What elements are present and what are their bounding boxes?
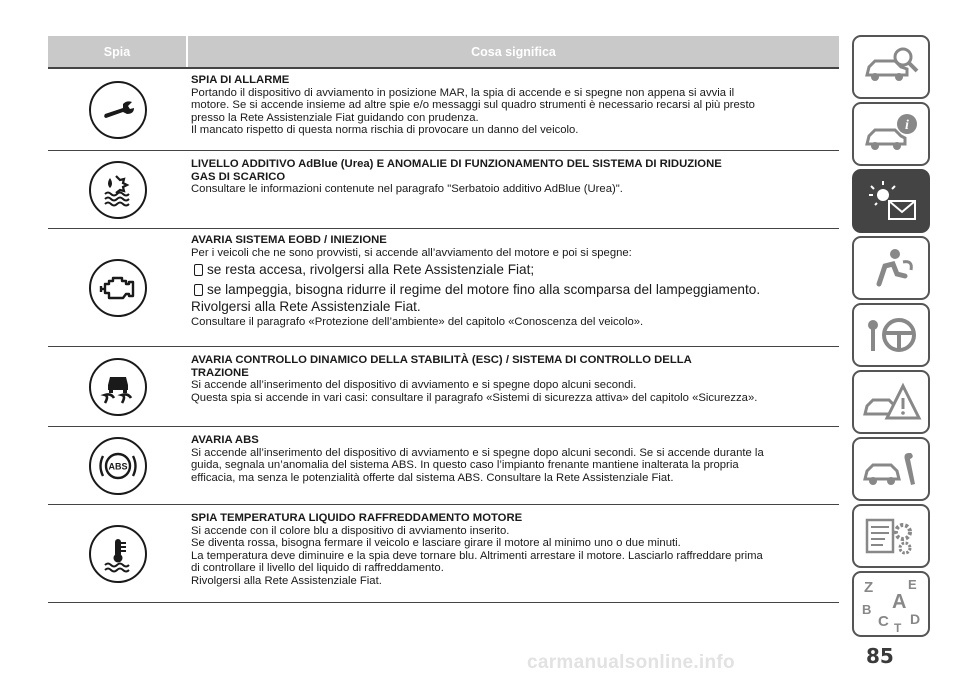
- row-title: SPIA DI ALLARME: [191, 74, 290, 86]
- row-text-line: di controllare il livello del liquido di raffreddamento.: [191, 562, 444, 575]
- svg-text:i: i: [905, 118, 909, 133]
- row-text-line: Si accende all’inserimento del dispositivo di avviamento e si spegne dopo alcuni secondi. Se si accende durante la: [191, 446, 764, 459]
- row-text-line: presso la Rete Assistenziale Fiat guidando con prudenza.: [191, 111, 479, 124]
- row-text-line: Questa spia si accende in vari casi: consultare il paragrafo «Sistemi di sicurezza attiva» del capitolo «Sicurezza».: [191, 391, 758, 404]
- row-title: AVARIA ABS: [191, 434, 259, 446]
- car-info-icon: [859, 110, 923, 158]
- row-text-line: Rivolgersi alla Rete Assistenziale Fiat.: [191, 574, 382, 587]
- row-title: SPIA TEMPERATURA LIQUIDO RAFFREDDAMENTO MOTORE: [191, 512, 523, 524]
- coolant-temperature-icon: [89, 525, 147, 583]
- adblue-exhaust-icon: [89, 161, 147, 219]
- key-steering-wheel-icon: [859, 311, 923, 359]
- row-text-line: Consultare le informazioni contenute nel paragrafo "Serbatoio additivo AdBlue (Urea)".: [191, 183, 623, 196]
- row-text-line: motore. Se si accende insieme ad altre spie e/o messaggi sul quadro strumenti è necessario recarsi al più presto: [191, 99, 755, 112]
- row-title-cont: GAS DI SCARICO: [191, 170, 286, 183]
- warning-light-message-icon: [859, 177, 923, 225]
- esc-skid-icon: [89, 358, 147, 416]
- tab-car-info[interactable]: [852, 102, 930, 166]
- tab-specs-gear[interactable]: [852, 504, 930, 568]
- bullet-square-icon: [194, 264, 203, 276]
- row-text-line: Si accende all’inserimento del dispositivo di avviamento e si spegne dopo alcuni secondi.: [191, 379, 637, 392]
- tab-seat-airbag[interactable]: [852, 236, 930, 300]
- table-header: [48, 36, 839, 67]
- table-row: [48, 506, 839, 603]
- car-magnifier-icon: [859, 43, 923, 91]
- bullet-square-icon: [194, 284, 203, 296]
- svg-text:D: D: [910, 611, 921, 627]
- car-warning-triangle-icon: [859, 378, 923, 426]
- table-row: [48, 428, 839, 505]
- svg-text:T: T: [894, 621, 902, 634]
- svg-text:Z: Z: [864, 579, 874, 596]
- wrench-icon: [89, 81, 147, 139]
- row-text-line: Se diventa rossa, bisogna fermare il veicolo e lasciare girare il motore al minimo uno o due minuti.: [191, 537, 681, 550]
- svg-text:E: E: [908, 577, 917, 592]
- header-cosa-significa: Cosa significa: [471, 44, 556, 59]
- row-text-line: Il mancato rispetto di questa norma rischia di provocare un danno del veicolo.: [191, 124, 579, 137]
- row-text-line: Portando il dispositivo di avviamento in posizione MAR, la spia di accende e si spegne non appena si avvia il: [191, 86, 735, 99]
- row-title: LIVELLO ADDITIVO AdBlue (Urea) E ANOMALIE DI FUNZIONAMENTO DEL SISTEMA DI RIDUZIONE: [191, 158, 722, 170]
- header-spia: Spia: [48, 36, 188, 67]
- row-title: AVARIA CONTROLLO DINAMICO DELLA STABILITÀ (ESC) / SISTEMA DI CONTROLLO DELLA: [191, 354, 692, 366]
- row-title-cont: TRAZIONE: [191, 366, 249, 379]
- svg-text:C: C: [878, 613, 889, 630]
- abs-icon-label: ABS: [108, 461, 128, 472]
- page-number: 85: [866, 644, 894, 668]
- table-row: [48, 152, 839, 229]
- svg-text:B: B: [862, 602, 872, 617]
- watermark: carmanualsonline.info: [527, 652, 735, 673]
- alphabet-index-icon: [856, 574, 926, 634]
- tab-car-wrench[interactable]: [852, 437, 930, 501]
- bullet-item: se resta accesa, rivolgersi alla Rete Assistenziale Fiat;: [191, 261, 839, 279]
- row-note: Consultare il paragrafo «Protezione dell’ambiente» del capitolo «Conoscenza del veicolo».: [191, 316, 644, 329]
- svg-text:A: A: [892, 591, 907, 613]
- row-text-line: guida, segnala un’anomalia del sistema ABS. In questo caso l’impianto frenante mantiene inalterata la propria: [191, 459, 739, 472]
- tab-key-steering[interactable]: [852, 303, 930, 367]
- specs-gear-icon: [859, 512, 923, 560]
- tab-car-magnifier[interactable]: [852, 35, 930, 99]
- row-text-line: Si accende con il colore blu a dispositivo di avviamento inserito.: [191, 524, 510, 537]
- row-text-line: efficacia, ma senza le potenzialità offerte dal sistema ABS. Consultare la Rete Assistenziale Fiat.: [191, 471, 674, 484]
- engine-icon: [89, 259, 147, 317]
- row-text-line: La temperatura deve diminuire e la spia deve tornare blu. Altrimenti arrestare il motore. Lasciarlo raffreddare prima: [191, 549, 763, 562]
- row-text-line: Per i veicoli che ne sono provvisti, si accende all’avviamento del motore e poi si spegne:: [191, 246, 632, 259]
- table-row: [48, 69, 839, 151]
- abs-icon: [89, 437, 147, 495]
- row-title: AVARIA SISTEMA EOBD / INIEZIONE: [191, 234, 387, 246]
- bullet-continuation: Rivolgersi alla Rete Assistenziale Fiat.: [191, 299, 421, 315]
- table-row: [48, 348, 839, 427]
- car-wrench-icon: [859, 445, 923, 493]
- seat-airbag-icon: [859, 244, 923, 292]
- tab-warning-lights[interactable]: [852, 169, 930, 233]
- tab-alphabetical-index[interactable]: [852, 571, 930, 637]
- warning-lights-table: [48, 36, 839, 587]
- tab-car-warning-triangle[interactable]: [852, 370, 930, 434]
- table-row: [48, 230, 839, 347]
- bullet-item: se lampeggia, bisogna ridurre il regime del motore fino alla scomparsa del lampeggiamento.: [191, 281, 839, 299]
